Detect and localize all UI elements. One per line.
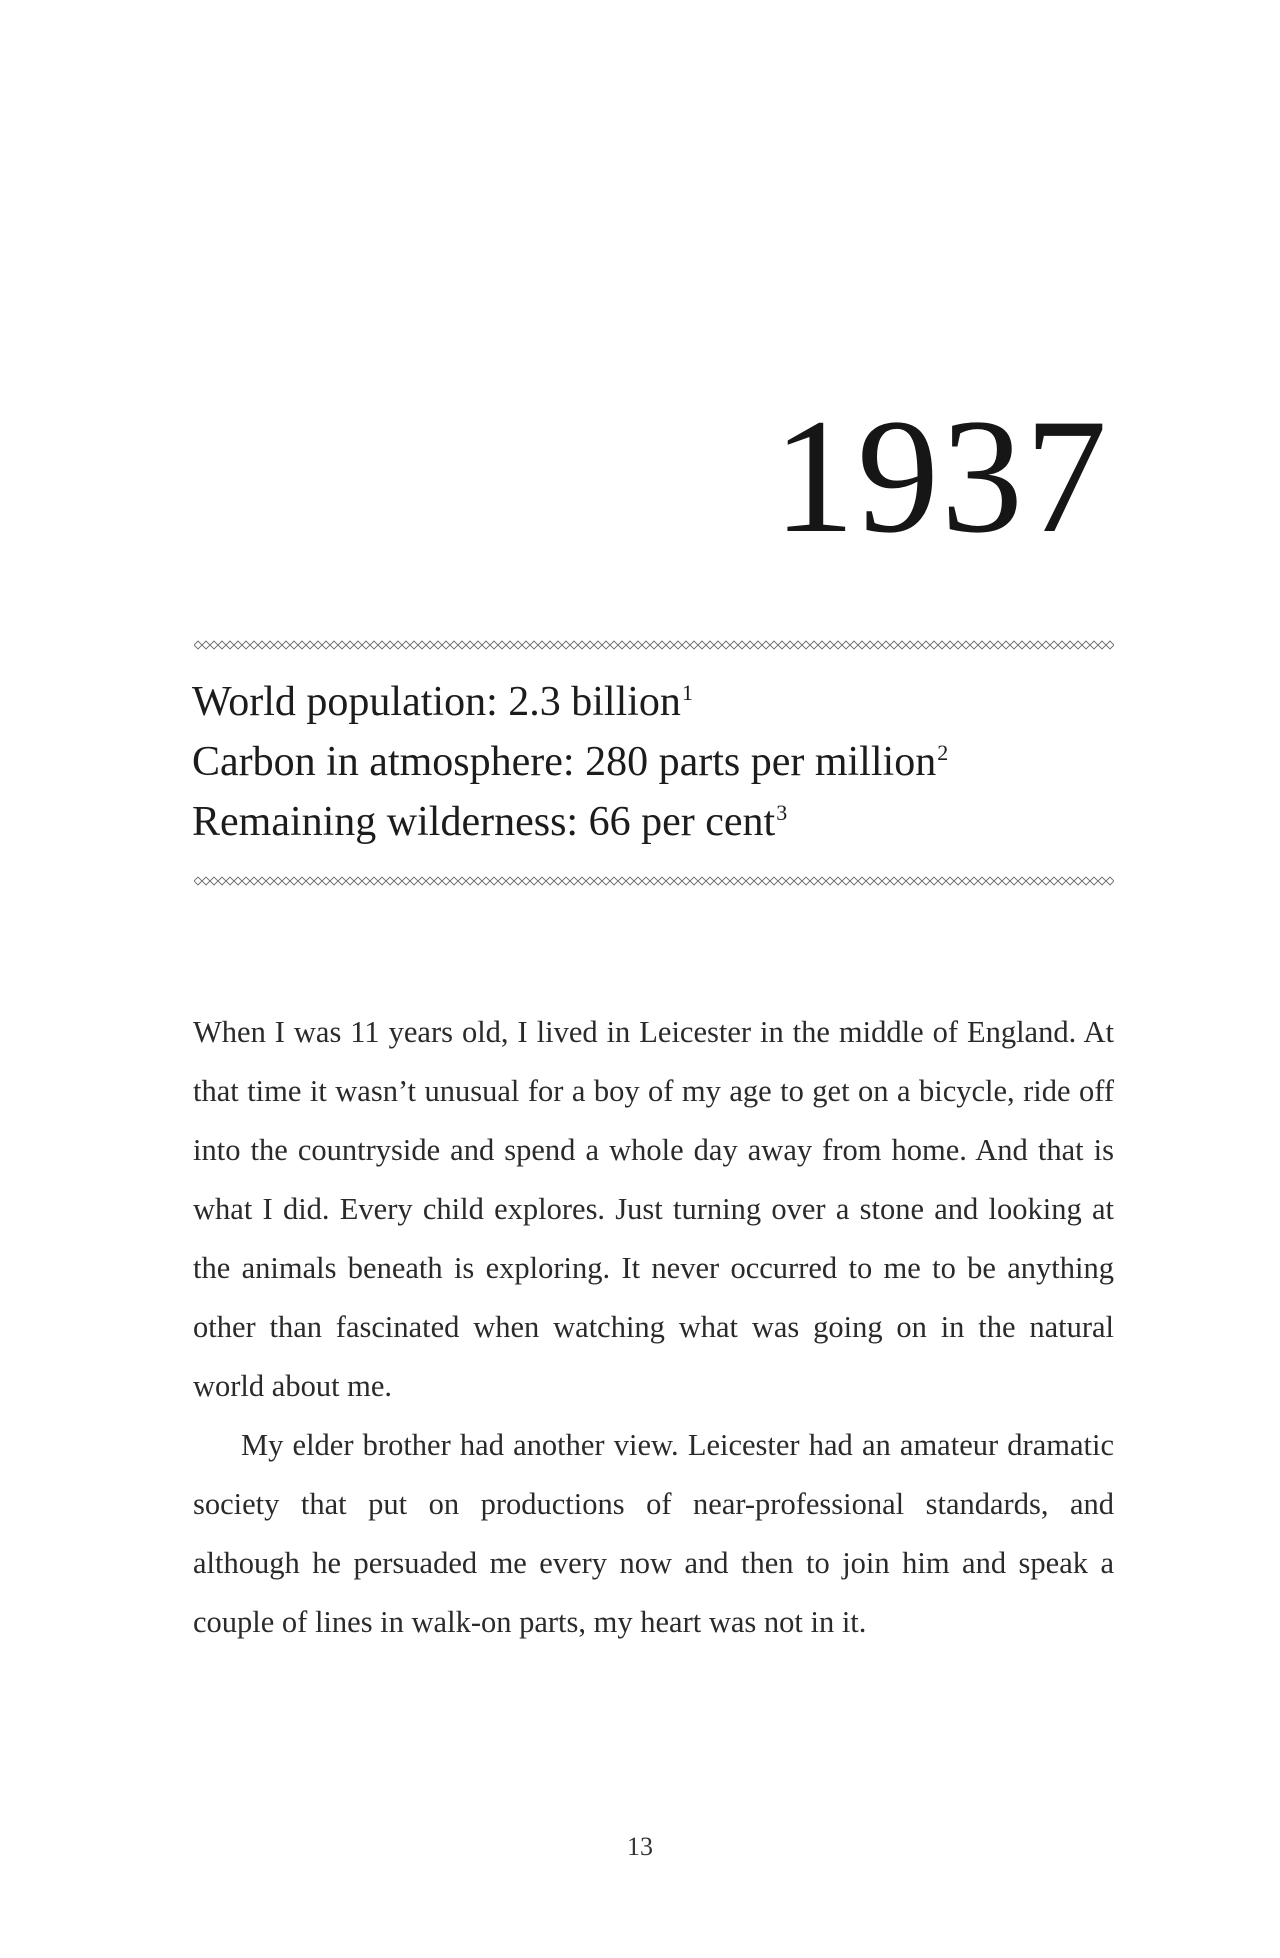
paragraph: When I was 11 years old, I lived in Leicester in the middle of England. At that time it wasn’t unusual for a boy of my age to get on a bicycle, ride off into the countryside and spend a whole day away from home. And that is what I did. Every child explores. Just turning over a stone and looking at the animals beneath is exploring. It never occurred to me to be anything other than fascinated when watching what was going on in the natural world about me. xyxy=(193,1015,1114,1403)
footnote-marker: 2 xyxy=(937,740,949,765)
ornamental-divider-top xyxy=(194,640,1114,650)
footnote-marker: 3 xyxy=(776,800,788,825)
body-text xyxy=(193,1003,1114,1652)
stat-world-population: World population: 2.3 billion$^1$ xyxy=(192,679,693,725)
stat-carbon-in-atmosphere: Carbon in atmosphere: 280 parts per million$^2$ xyxy=(192,739,949,785)
footnote-marker: 1 xyxy=(681,680,693,705)
page-number: 13 xyxy=(627,1832,653,1861)
stat-remaining-wilderness: Remaining wilderness: 66 per cent$^3$ xyxy=(192,799,788,845)
chapter-stats xyxy=(192,672,1112,852)
ornamental-divider-bottom xyxy=(194,876,1114,886)
chapter-year-heading: 1937 xyxy=(773,386,1109,567)
paragraph: My elder brother had another view. Leicester had an amateur dramatic society that put on productions of near-professional standards, and although he persuaded me every now and then to join him and speak a couple of lines in walk-on parts, my heart was not in it. xyxy=(193,1428,1114,1639)
